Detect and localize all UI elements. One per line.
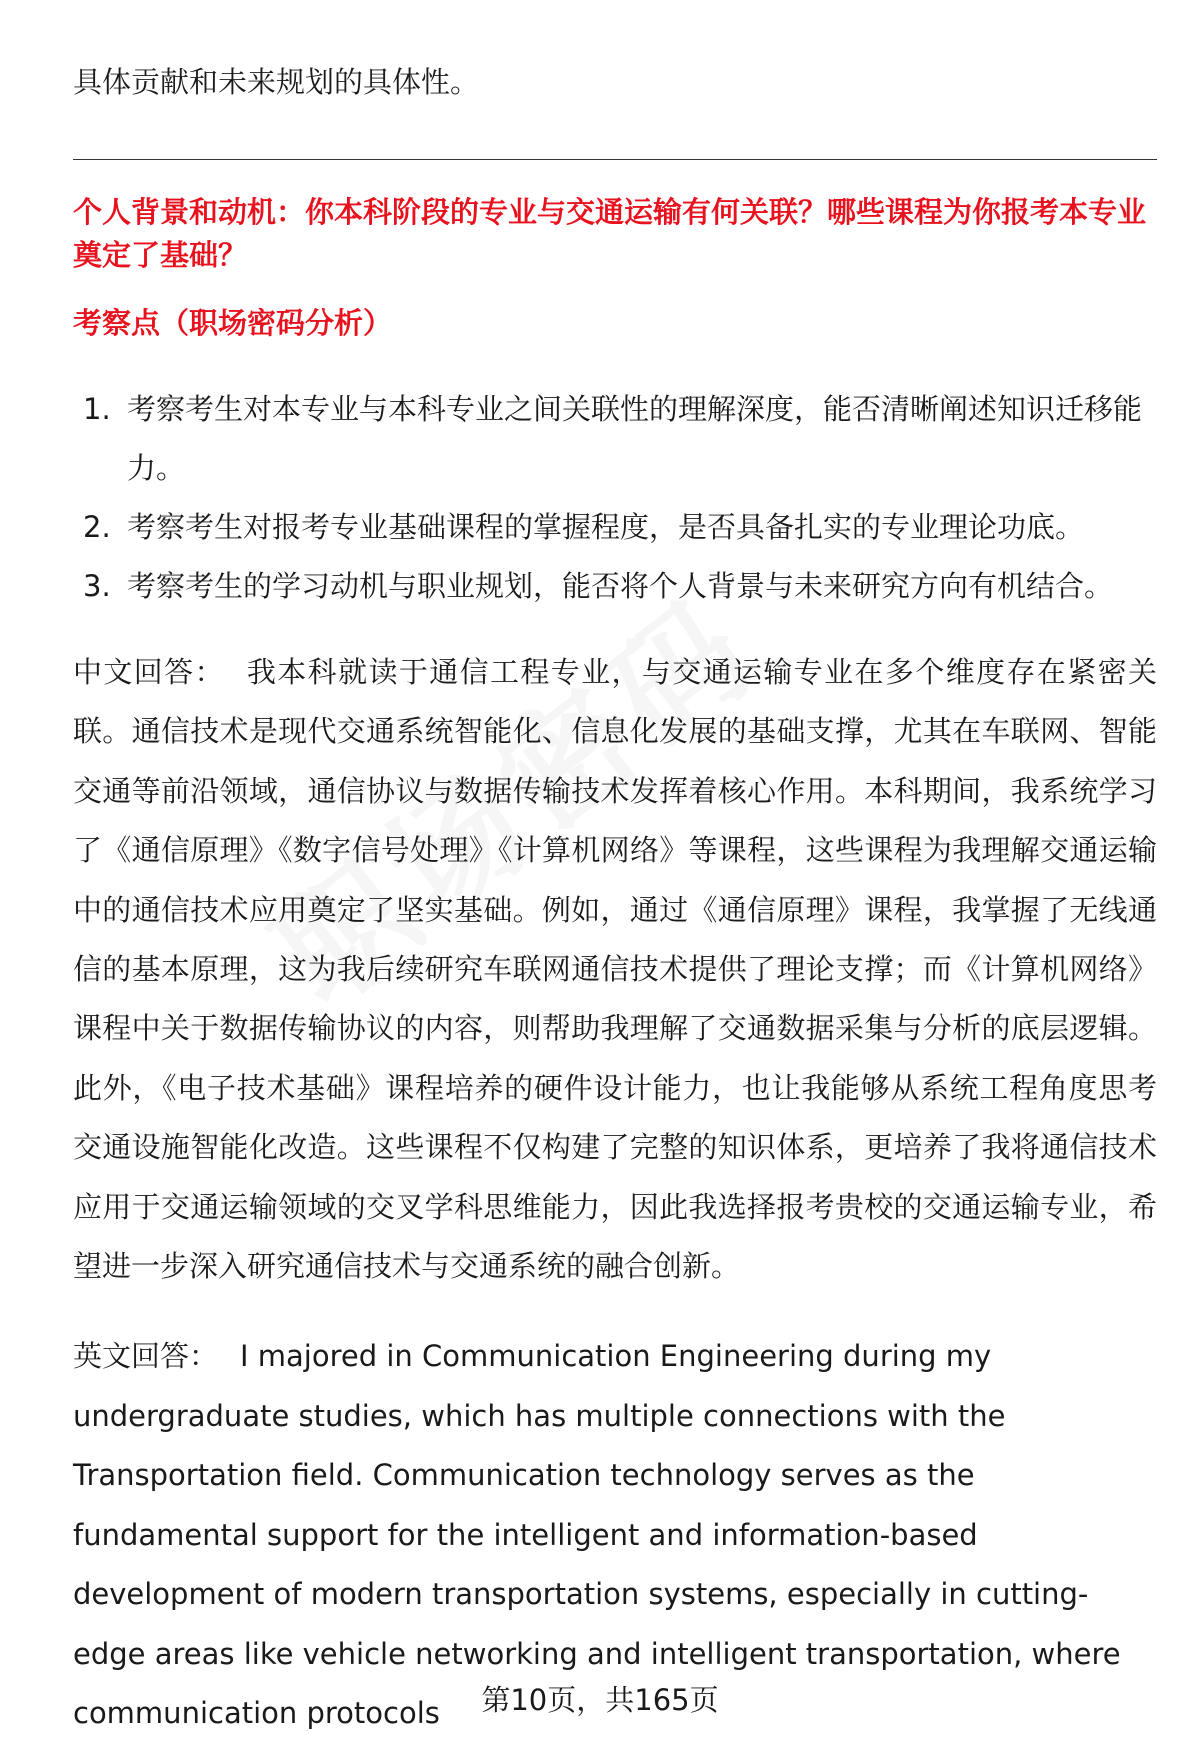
chinese-answer-label: 中文回答： <box>73 655 225 689</box>
intro-text: 具体贡献和未来规划的具体性。 <box>73 65 480 99</box>
examine-points-list <box>73 380 1157 616</box>
list-item <box>73 557 1157 616</box>
list-text: 考察考生的学习动机与职业规划，能否将个人背景与未来研究方向有机结合。 <box>127 569 1114 603</box>
list-item <box>73 498 1157 557</box>
english-answer-text: I majored in Communication Engineering during my undergraduate studies, which has multiple connections with the Transportation field. Communication technology serves as the fundamental support for the intelligent and information-based development of modern transportation systems, especially in cutting-edge areas like vehicle networking and intelligent transportation, where communication protocols <box>73 1339 1121 1730</box>
list-number: 1. <box>83 392 111 426</box>
list-text: 考察考生对本专业与本科专业之间关联性的理解深度，能否清晰阐述知识迁移能力。 <box>127 392 1143 485</box>
list-text: 考察考生对报考专业基础课程的掌握程度，是否具备扎实的专业理论功底。 <box>127 510 1085 544</box>
examine-heading: 考察点（职场密码分析） <box>73 306 393 340</box>
english-answer-label: 英文回答： <box>73 1339 219 1373</box>
page-footer: 第10页，共165页 <box>481 1683 719 1717</box>
chinese-answer-text: 我本科就读于通信工程专业，与交通运输专业在多个维度存在紧密关联。通信技术是现代交通系统智能化、信息化发展的基础支撑，尤其在车联网、智能交通等前沿领域，通信协议与数据传输技术发挥着核心作用。本科期间，我系统学习了《通信原理》《数字信号处理》《计算机网络》等课程，这些课程为我理解交通运输中的通信技术应用奠定了坚实基础。例如，通过《通信原理》课程，我掌握了无线通信的基本原理，这为我后续研究车联网通信技术提供了理论支撑；而《计算机网络》课程中关于数据传输协议的内容，则帮助我理解了交通数据采集与分析的底层逻辑。此外，《电子技术基础》课程培养的硬件设计能力，也让我能够从系统工程角度思考交通设施智能化改造。这些课程不仅构建了完整的知识体系，更培养了我将通信技术应用于交通运输领域的交叉学科思维能力，因此我选择报考贵校的交通运输专业，希望进一步深入研究通信技术与交通系统的融合创新。 <box>73 655 1157 1284</box>
question-heading: 个人背景和动机：你本科阶段的专业与交通运输有何关联？哪些课程为你报考本专业奠定了基础？ <box>73 195 1147 272</box>
list-number: 2. <box>83 510 111 544</box>
divider <box>73 159 1157 160</box>
list-item <box>73 380 1157 498</box>
chinese-answer <box>73 643 1157 1296</box>
list-number: 3. <box>83 569 111 603</box>
